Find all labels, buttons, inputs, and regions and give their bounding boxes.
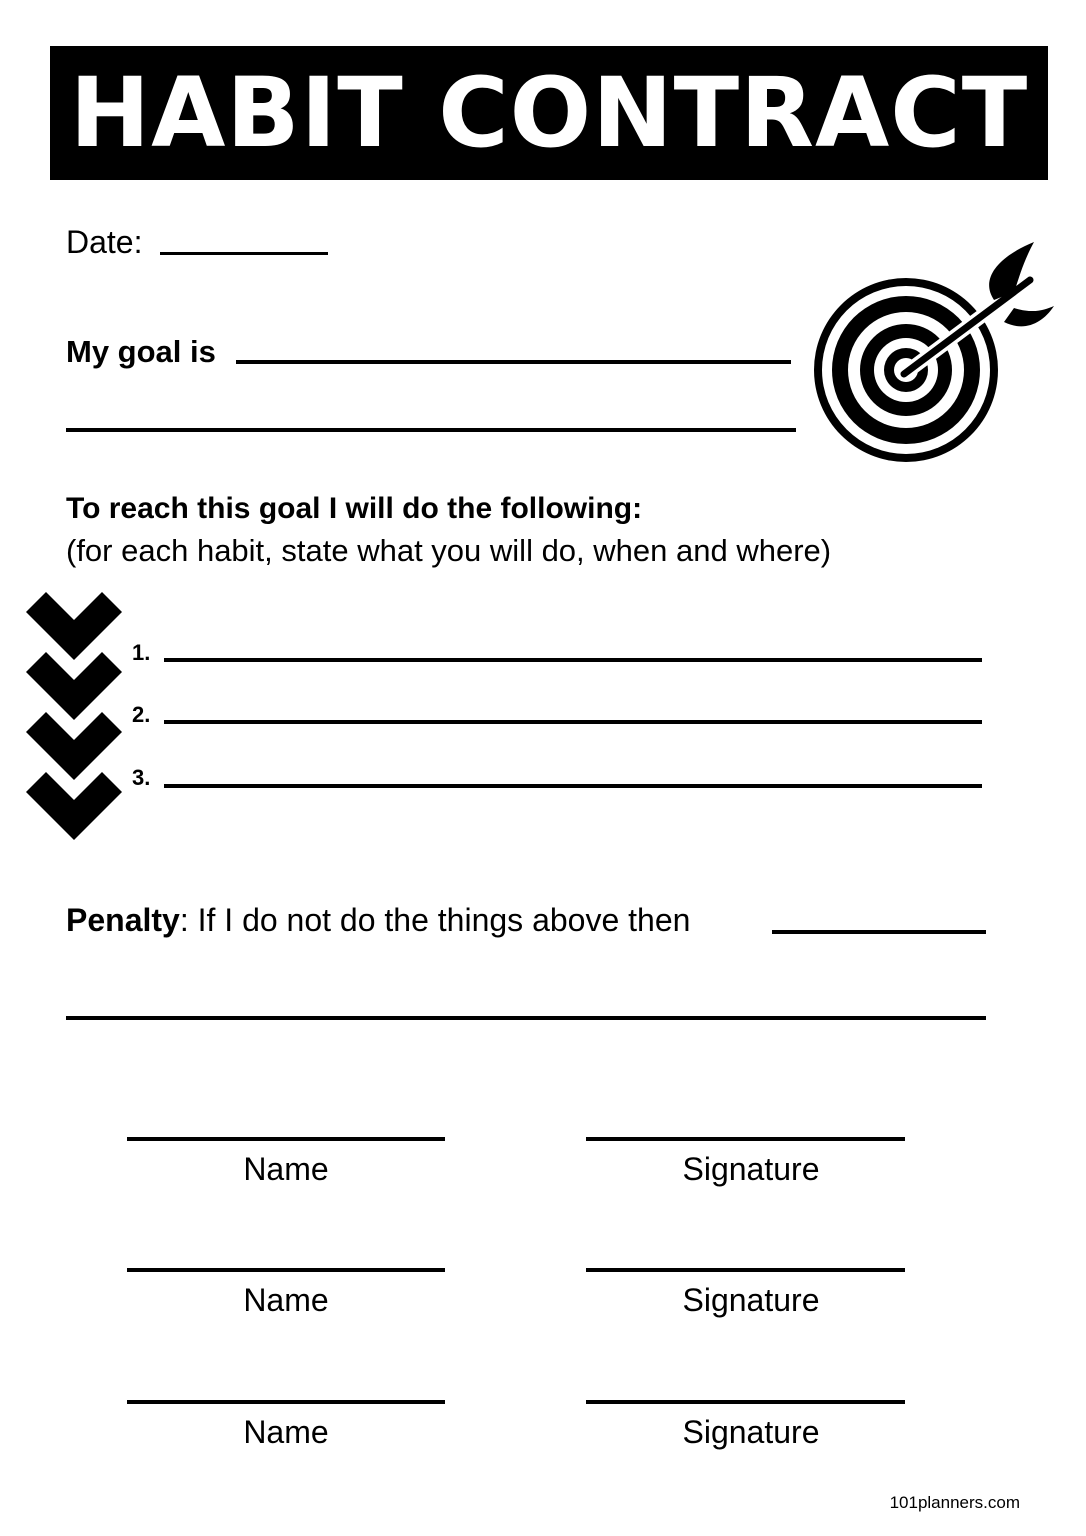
plan-item-number: 1. [132,640,151,665]
penalty-statement [66,904,690,936]
name-field[interactable] [127,1137,445,1141]
checkmark-icon [26,652,122,720]
plan-item-number: 3. [132,765,151,790]
signature-label: Signature [682,1414,820,1450]
signature-field[interactable] [586,1137,905,1141]
name-label: Name [243,1414,329,1450]
signature-label: Signature [682,1282,820,1318]
checkmark-icon [26,712,122,780]
plan-heading: To reach this goal I will do the following: [66,492,643,525]
signature-field[interactable] [586,1400,905,1404]
name-field[interactable] [127,1268,445,1272]
checkmark-stack [26,592,124,848]
penalty-field-line-1[interactable] [772,930,986,934]
name-label: Name [243,1282,329,1318]
date-field[interactable] [160,252,328,255]
footer-website: 101planners.com [889,1493,1020,1512]
signature-field[interactable] [586,1268,905,1272]
penalty-field-line-2[interactable] [66,1016,986,1020]
goal-label: My goal is [66,334,216,369]
plan-item-number: 2. [132,702,151,727]
checkmark-icon [26,772,122,840]
signature-label: Signature [682,1151,820,1187]
goal-field-line-2[interactable] [66,428,796,432]
plan-instructions: (for each habit, state what you will do, when and where) [66,533,832,568]
checkmark-icon [26,592,122,660]
title-banner [50,46,1048,180]
plan-item-line-1[interactable] [164,658,982,662]
goal-field-line-1[interactable] [236,360,791,364]
name-label: Name [243,1151,329,1187]
penalty-label: Penalty [66,902,180,938]
plan-item-line-3[interactable] [164,784,982,788]
date-label: Date: [66,224,143,260]
target-with-arrow-icon [808,236,1064,472]
penalty-text: : If I do not do the things above then [179,902,691,938]
plan-item-line-2[interactable] [164,720,982,724]
page-title: HABIT CONTRACT [69,57,1029,169]
name-field[interactable] [127,1400,445,1404]
